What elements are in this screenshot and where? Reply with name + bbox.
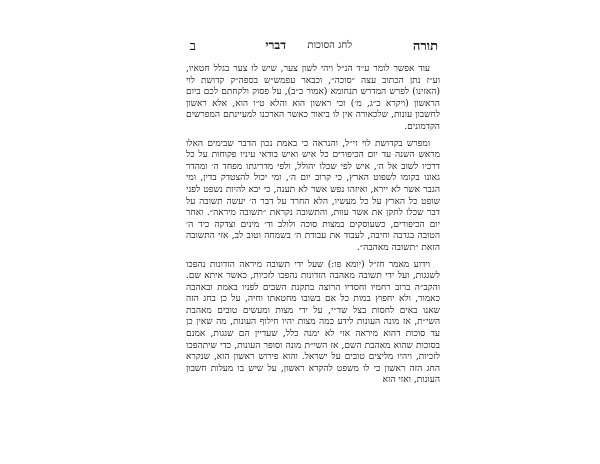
header-subject: לחג הסוכות xyxy=(307,40,352,51)
paragraph: ומפרש בקדושת לוי זי״ל, והנראה כי באמת נכון הדבר שבימים האלו מראש השנה עד יום הכיפורים כל איש ואיש בודאי עיניו פקוחות על כל דרכיו לשוב אל ה׳, איש לפי שכלו יהולל, ולפי מדריגתו מפחד ה׳ ומהדר גאונו בקומו לשפוט הארץ, כי קרוב יום ה׳, ומי יכול להצטדק בדין, ומי הגבר אשר לא יירא, ואיזהו נפש אשר לא תענה, כי יבא להיות נשפט לפני שופט כל הארץ על כל מעשיו, הלא החרד על דבר ה׳ יעשה תשובה על דבר שכלו לתקן את אשר עוות, והתשובה נקראת ״תשובה מיראה״. ואחר יום הכיפורים, כשעוסקים במצות סוכה ולולב וד׳ מינים וצדקה כיד ה׳ הטובה בגדבה וחיבה, לעבוד את עבודת ה׳ בשמחה וטוב לב, אזי התשובה הזאת ״תשובה מאהבה״. xyxy=(186,138,440,253)
header-section-title: דברי xyxy=(265,38,286,52)
running-header xyxy=(186,38,438,56)
body-text xyxy=(186,64,440,387)
paragraph: עוד אפשר לומר ע״ד הנ״ל ויהי לשון צער, שיש לו צער בגלל חטאיו, וע״ז נתן הכתוב עצה ״סוכה״, וכבאר עפמש״ש בספה״ק קדושת לוי (האזינו) לפרש המדרש תנחומא (אמור כ״ב), על פסוק ולקחתם לכם ביום הראשון (ויקרא כ״ג, מ׳) וכי ראשון הוא והלא ט״ו הוא, אלא ראשון לחשבון עונות, שלכאורה אין לו ביאור כאשר הארכנו למעיינתם המפרשים הקדמונים. xyxy=(186,64,440,132)
header-book-title: תורה xyxy=(412,39,438,54)
header-page-letter: ב xyxy=(189,39,196,54)
paragraph: וידוע מאמר חז״ל (יומא פו:) שעל ידי תשובה מיראה הזדונות נהפכו לשגגות, ועל ידי תשובה מאהבה הזדונות נהפכו לזכיות, כאשר איתא שם. והקב״ה ברוב רחמיו וחסדיו הרוצה בתקנת השבים לפניו באמת ובאהבה כאמור, ולא יחפוץ במות כל אם בשובו מחטאתו וחיה, על כן בחג הזה שאנו באים לחסות בצל שד״י, על ידי מצות ומעשים טובים מאהבת השי״ת, אז מונה העונות לידע כמה מצות יהיו חילוף העונות, מה שאין כן עד סוכות דהוא מיראה אזי לא ימנה כלל, שעדיין הם שגגות, אמנם בסוכות שהוא מאהבת השם, אז השי״ת מונה וסופר העונות, כדי שיתהפכו לזכיות, ויהיו מליצים טובים על ישראל. והוא פירוש ראשון הוא, שנקרא החג הזה ראשון כי לו משפט להקרא ראשון, על שיש בו מעלות חשבון העונות, ואזי הוא xyxy=(186,259,440,386)
